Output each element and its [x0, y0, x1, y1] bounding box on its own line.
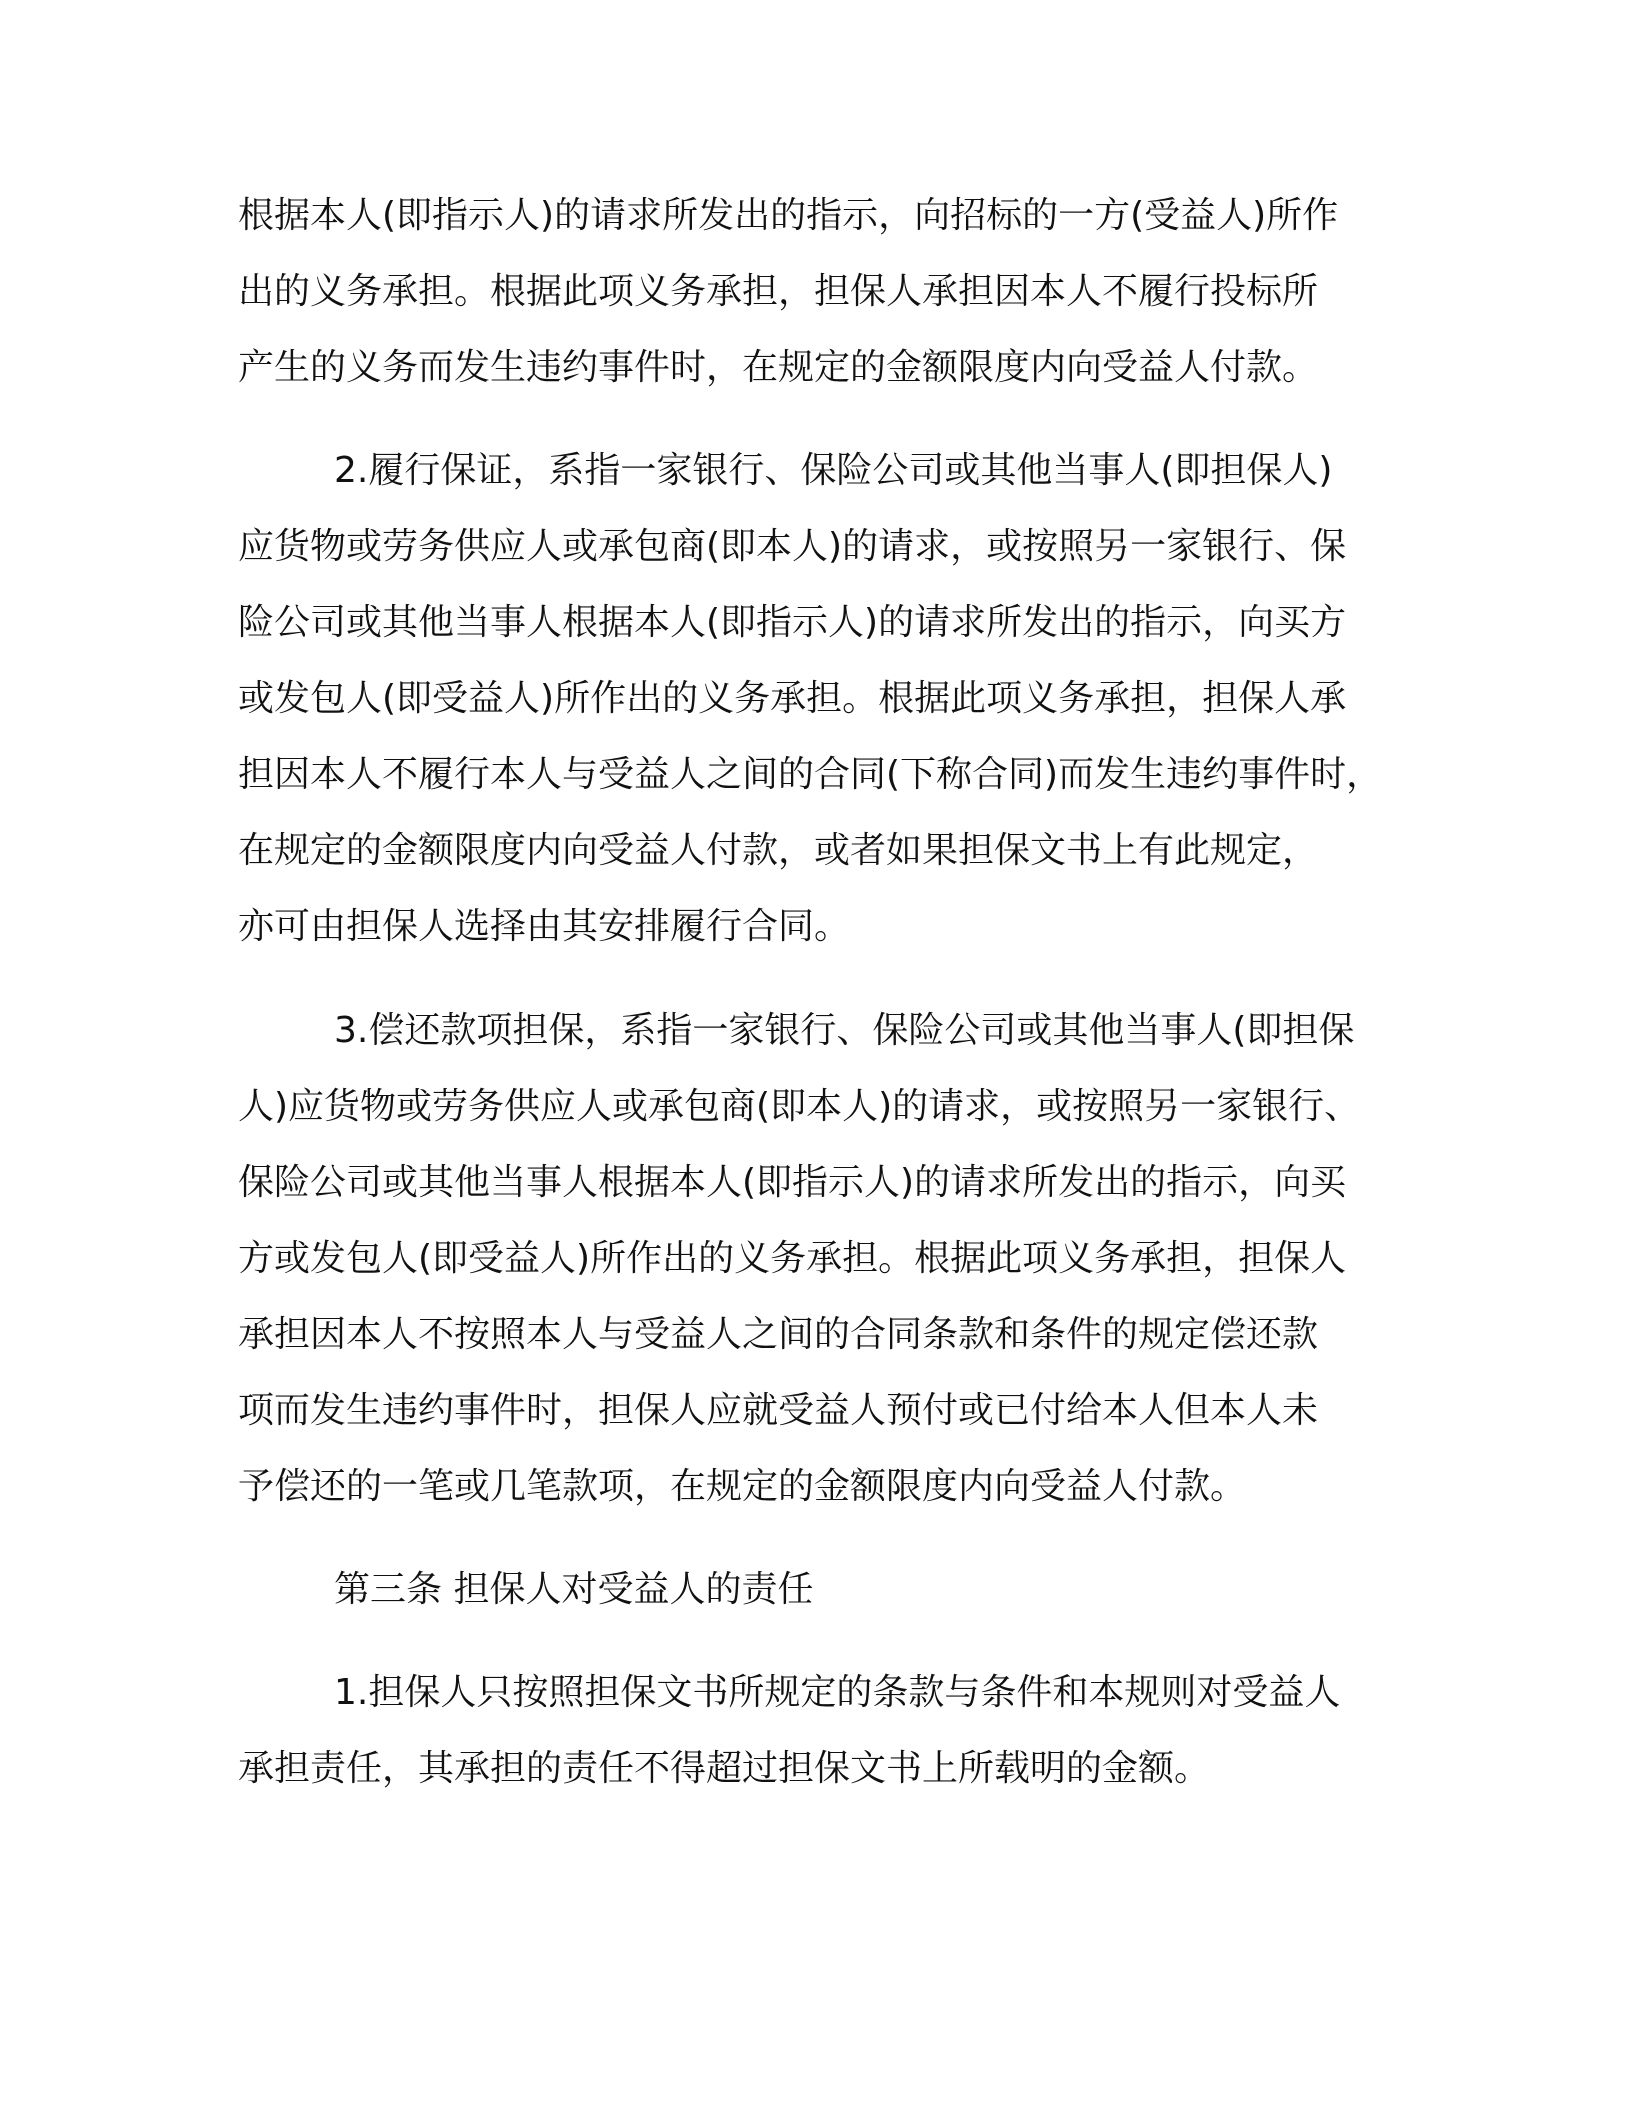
paragraph-2-line-5: 担因本人不履行本人与受益人之间的合同(下称合同)而发生违约事件时，	[238, 754, 1383, 795]
paragraph-2-line-4: 或发包人(即受益人)所作出的义务承担。根据此项义务承担，担保人承	[238, 678, 1347, 719]
paragraph-1-line-3: 产生的义务而发生违约事件时，在规定的金额限度内向受益人付款。	[238, 347, 1319, 388]
paragraph-2-line-7: 亦可由担保人选择由其安排履行合同。	[238, 906, 851, 947]
paragraph-3-line-7: 予偿还的一笔或几笔款项，在规定的金额限度内向受益人付款。	[238, 1466, 1247, 1507]
paragraph-1-line-1: 根据本人(即指示人)的请求所发出的指示，向招标的一方(受益人)所作	[238, 195, 1339, 236]
paragraph-1-line-2: 出的义务承担。根据此项义务承担，担保人承担因本人不履行投标所	[238, 271, 1319, 312]
paragraph-3-line-3: 保险公司或其他当事人根据本人(即指示人)的请求所发出的指示，向买	[238, 1162, 1347, 1203]
paragraph-4-line-1: 1.担保人只按照担保文书所规定的条款与条件和本规则对受益人	[334, 1672, 1341, 1713]
paragraph-2-line-6: 在规定的金额限度内向受益人付款，或者如果担保文书上有此规定，	[238, 830, 1319, 871]
paragraph-3-line-1: 3.偿还款项担保，系指一家银行、保险公司或其他当事人(即担保	[334, 1010, 1355, 1051]
paragraph-3-line-6: 项而发生违约事件时，担保人应就受益人预付或已付给本人但本人未	[238, 1390, 1319, 1431]
paragraph-2-line-3: 险公司或其他当事人根据本人(即指示人)的请求所发出的指示，向买方	[238, 602, 1347, 643]
paragraph-4-line-2: 承担责任，其承担的责任不得超过担保文书上所载明的金额。	[238, 1748, 1211, 1789]
paragraph-2-line-2: 应货物或劳务供应人或承包商(即本人)的请求，或按照另一家银行、保	[238, 526, 1347, 567]
article-3-heading: 第三条 担保人对受益人的责任	[334, 1569, 814, 1610]
paragraph-2-line-1: 2.履行保证，系指一家银行、保险公司或其他当事人(即担保人)	[334, 450, 1333, 491]
paragraph-3-line-2: 人)应货物或劳务供应人或承包商(即本人)的请求，或按照另一家银行、	[238, 1086, 1361, 1127]
paragraph-3-line-4: 方或发包人(即受益人)所作出的义务承担。根据此项义务承担，担保人	[238, 1238, 1347, 1279]
paragraph-3-line-5: 承担因本人不按照本人与受益人之间的合同条款和条件的规定偿还款	[238, 1314, 1319, 1355]
